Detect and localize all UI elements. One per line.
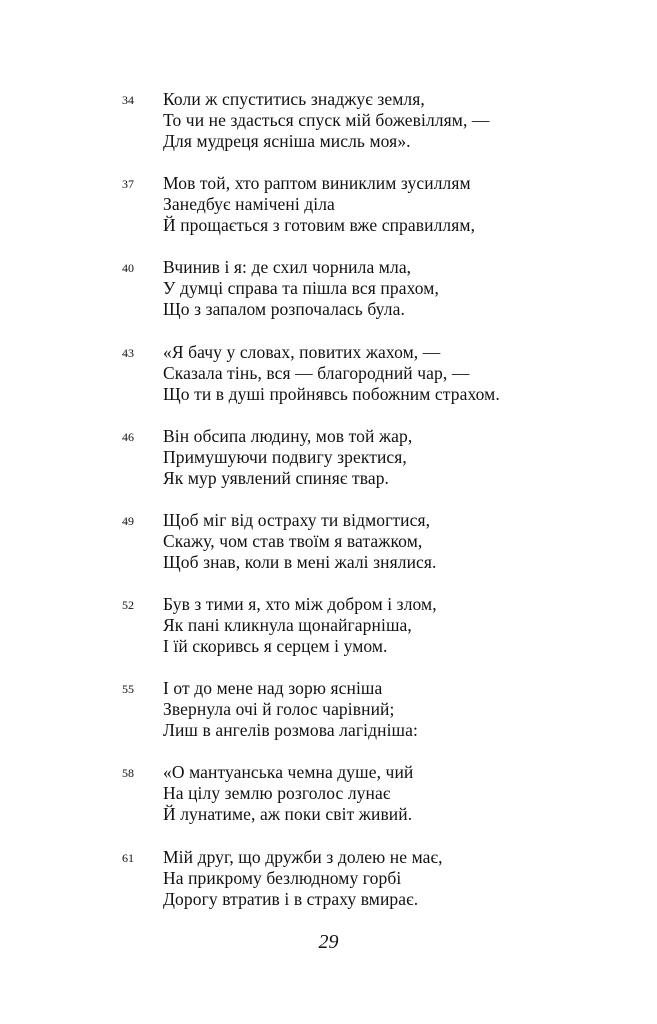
verse-line: У думці справа та пішла вся прахом, [163,278,439,298]
verse-line: Що з запалом розпочалась була. [163,299,405,319]
page-number: 29 [318,931,339,953]
verse-line: Щоб знав, коли в мені жалі знялися. [163,552,437,572]
verse-line: Щоб міг від остраху ти відмогтися, [163,510,431,530]
line-number: 40 [122,261,134,275]
verse-line: Він обсипа людину, мов той жар, [163,426,413,446]
verse-line: Був з тими я, хто між добром і злом, [163,594,437,614]
line-number: 34 [122,93,134,107]
stanza-lines [163,847,443,910]
verse-line: Занедбує намічені діла [163,194,335,214]
verse-line: Скажу, чом став твоїм я ватажком, [163,531,423,551]
verse-line: Лиш в ангелів розмова лагідніша: [163,720,418,740]
stanza-lines [163,173,475,236]
verse-line: Як пані кликнула щонайгарніша, [163,615,412,635]
line-number: 49 [122,514,134,528]
line-number: 43 [122,346,134,360]
verse-line: Вчинив і я: де схил чорнила мла, [163,257,412,277]
verse-line: Сказала тінь, вся — благородний чар, — [163,363,470,383]
verse-line: Мов той, хто раптом виниклим зусиллям [163,173,471,193]
line-number: 55 [122,682,134,696]
stanza-lines [163,89,490,152]
stanza-lines [163,594,437,657]
verse-line: Як мур уявлений спиняє твар. [163,468,390,488]
line-number: 58 [122,766,134,780]
stanza-lines [163,257,439,320]
verse-line: Коли ж спуститись знаджує земля, [163,89,425,109]
verse-line: Для мудреця ясніша мисль моя». [163,131,411,151]
verse-line: Примушуючи подвигу зректися, [163,447,407,467]
stanza-lines [163,762,413,825]
stanza-lines [163,678,418,741]
verse-line: То чи не здасться спуск мій божевіллям, — [163,110,490,130]
verse-line: На прикрому безлюдному горбі [163,868,402,888]
line-number: 37 [122,177,134,191]
verse-line: На цілу землю розголос лунає [163,783,391,803]
verse-line: «О мантуанська чемна душе, чий [163,762,414,782]
line-number: 52 [122,598,134,612]
verse-line: Й лунатиме, аж поки світ живий. [163,804,413,824]
stanza-lines [163,426,412,489]
verse-line: Звернула очі й голос чарівний; [163,699,395,719]
verse-line: Що ти в душі пройнявсь побожним страхом. [163,384,500,404]
line-number: 46 [122,430,134,444]
line-number: 61 [122,851,134,865]
verse-line: І їй скоривсь я серцем і умом. [163,636,388,656]
verse-line: «Я бачу у словах, повитих жахом, — [163,342,441,362]
verse-line: Дорогу втратив і в страху вмирає. [163,889,419,909]
stanza-lines [163,342,500,405]
verse-line: Мій друг, що дружби з долею не має, [163,847,443,867]
stanza-lines [163,510,437,573]
verse-line: І от до мене над зорю ясніша [163,678,383,698]
verse-line: Й прощається з готовим вже справиллям, [163,215,476,235]
